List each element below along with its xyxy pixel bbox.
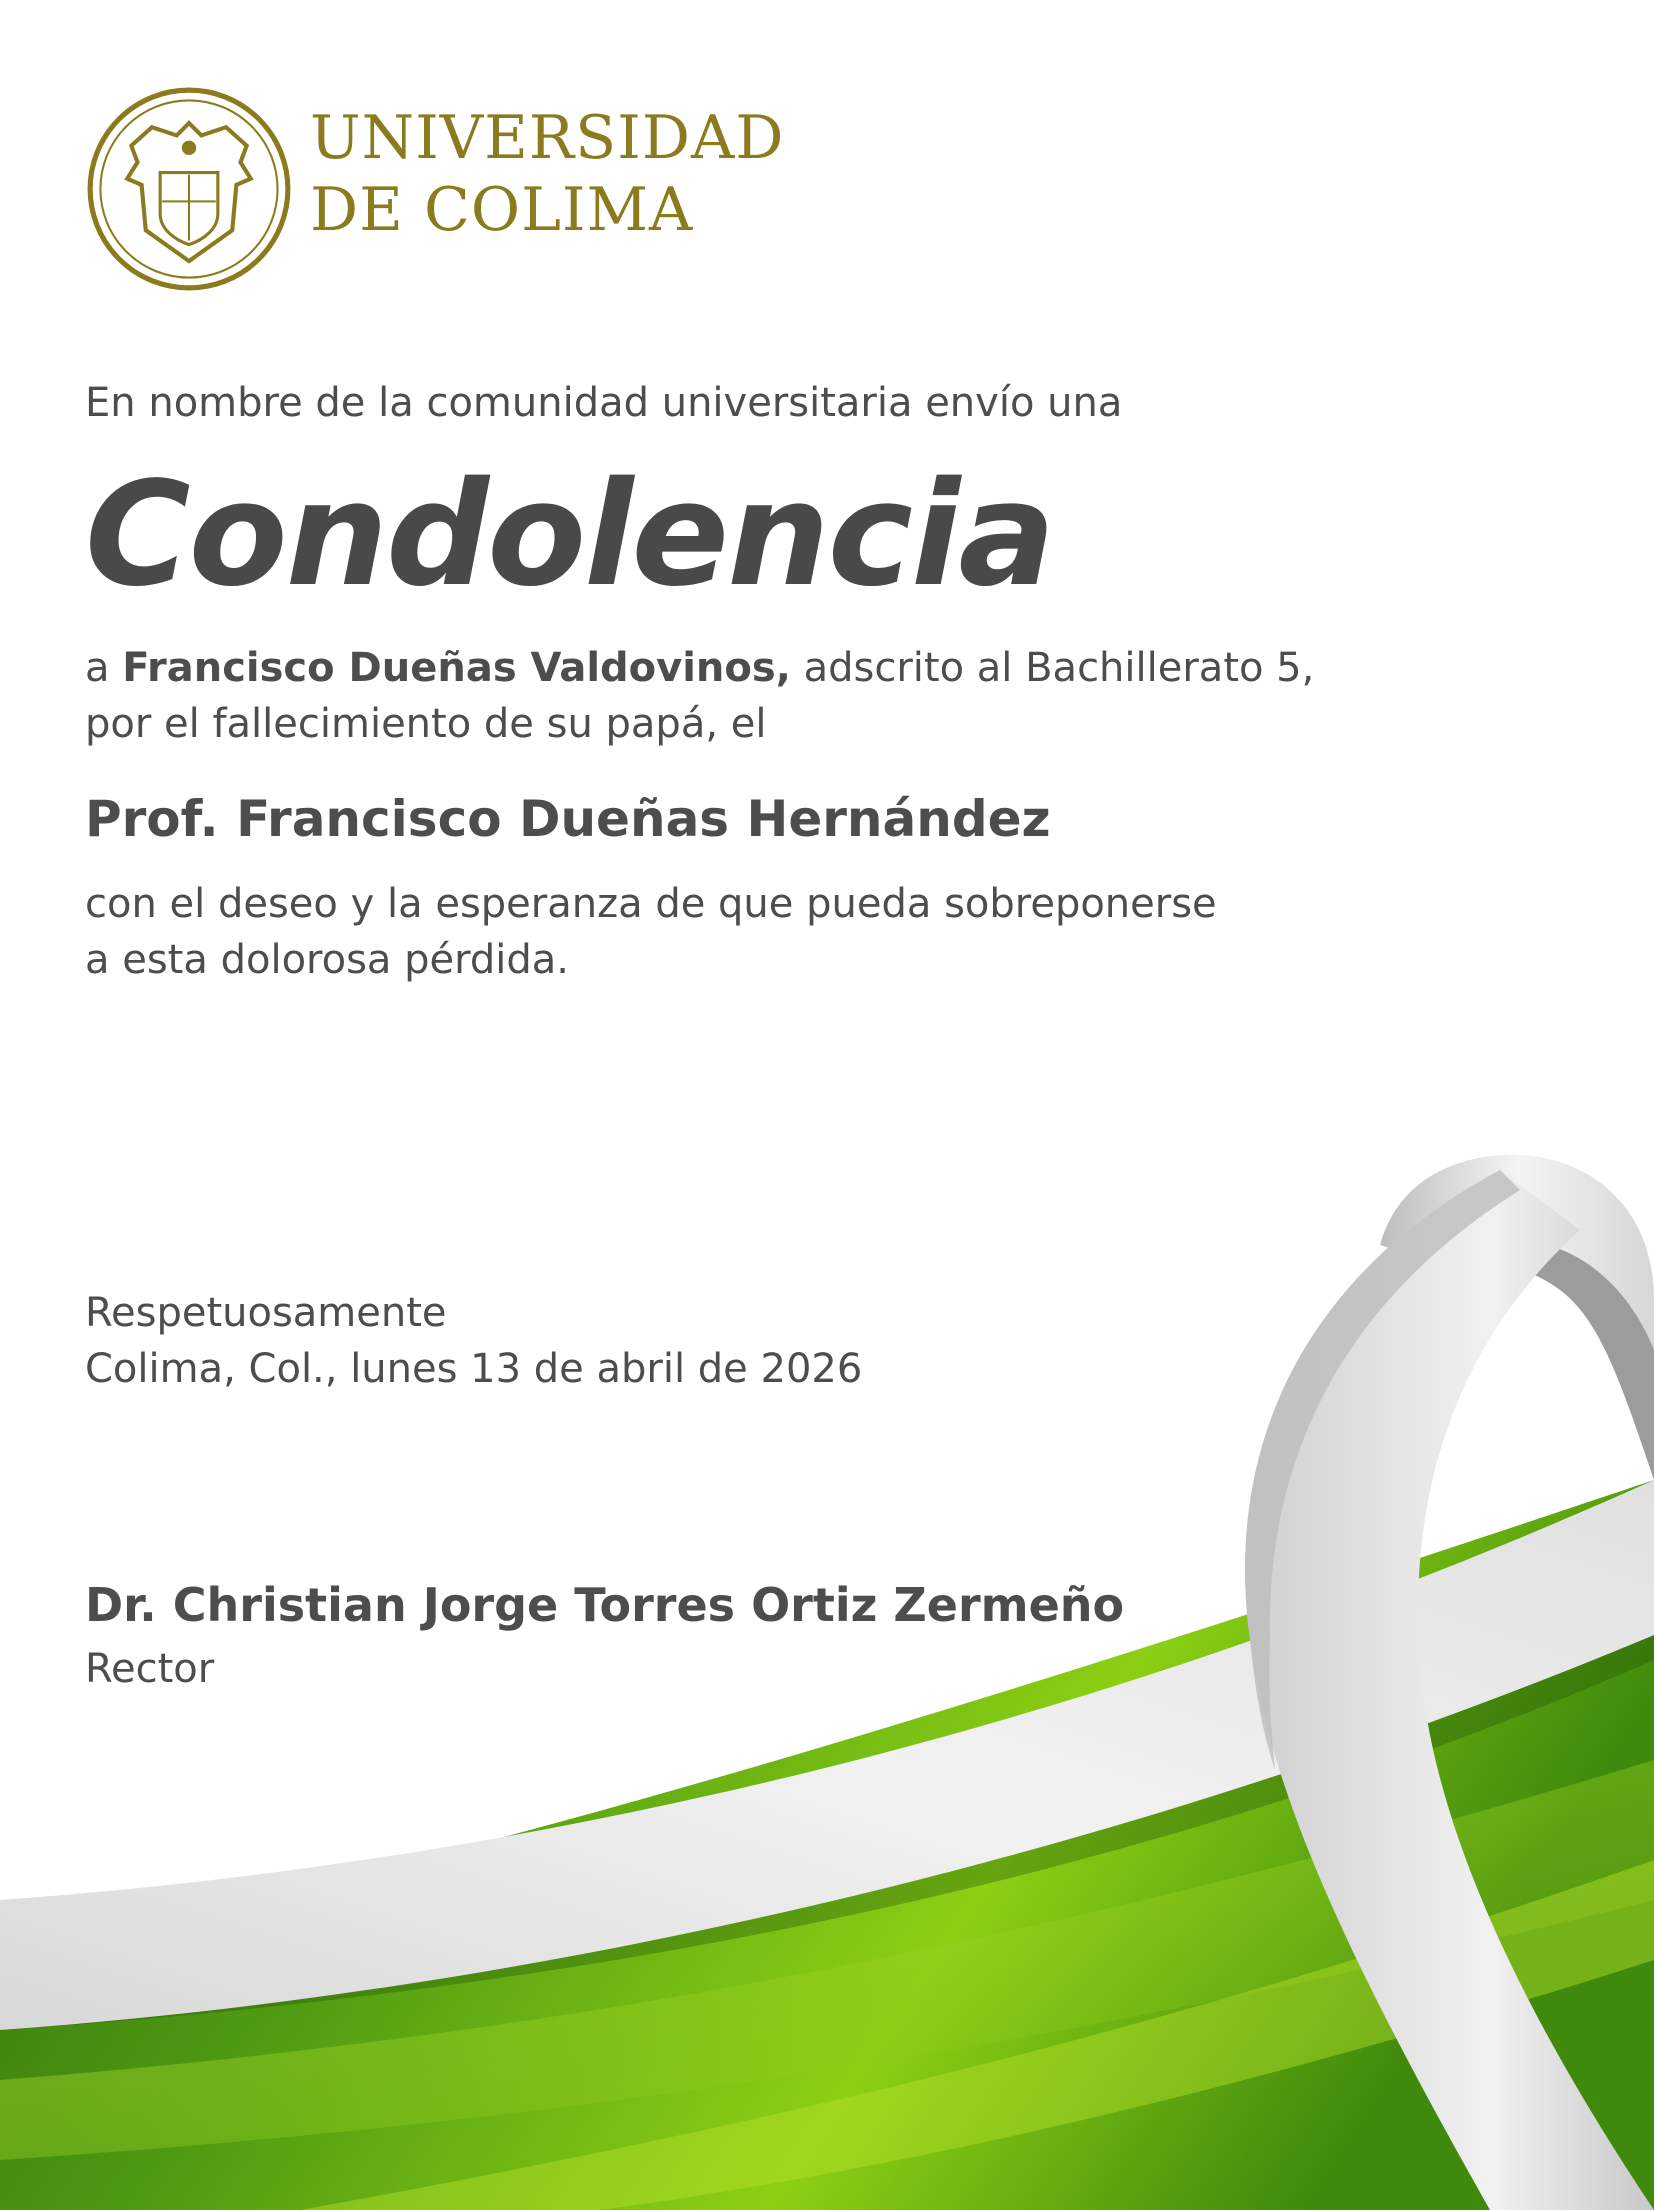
- wish-line-2: a esta dolorosa pérdida.: [85, 937, 570, 983]
- wordmark-line-2: DE COLIMA: [310, 175, 694, 245]
- recipient-paragraph: [85, 640, 1314, 752]
- recipient-suffix: adscrito al Bachillerato 5,: [790, 645, 1315, 691]
- university-wordmark: [310, 102, 784, 246]
- signer-title: Rector: [85, 1646, 215, 1692]
- recipient-prefix: a: [85, 645, 123, 691]
- place-date: Colima, Col., lunes 13 de abril de 2026: [85, 1346, 863, 1392]
- wish-paragraph: [85, 876, 1217, 988]
- honoree-name: Prof. Francisco Dueñas Hernández: [85, 790, 1051, 848]
- university-seal-icon: [86, 86, 292, 292]
- wordmark-line-1: UNIVERSIDAD: [310, 103, 785, 173]
- intro-text: En nombre de la comunidad universitaria envío una: [85, 380, 1123, 426]
- recipient-line: [85, 640, 1314, 696]
- recipient-name: Francisco Dueñas Valdovinos,: [122, 645, 791, 691]
- wish-line-1: con el deseo y la esperanza de que pueda sobreponerse: [85, 881, 1217, 927]
- reason-line: por el fallecimiento de su papá, el: [85, 701, 767, 747]
- headline: Condolencia: [85, 450, 1054, 618]
- closing-block: [85, 1285, 862, 1397]
- salutation: Respetuosamente: [85, 1290, 447, 1336]
- signer-name: Dr. Christian Jorge Torres Ortiz Zermeño: [85, 1578, 1125, 1632]
